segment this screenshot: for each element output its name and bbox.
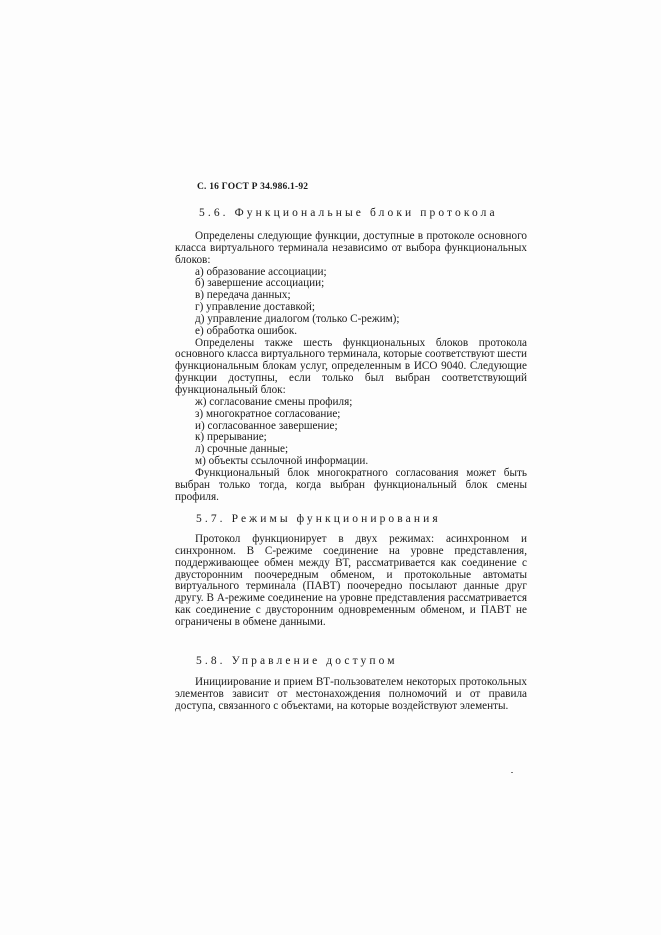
list-item-zh: ж) согласование смены профиля; [195,395,353,408]
list-item-e: е) обработка ошибок. [195,324,298,337]
list-item-z: з) многократное согласование; [195,407,341,420]
section-5-6-body [175,231,527,503]
list-item-i: и) согласованное завершение; [195,419,338,432]
list-item-a: а) образование ассоциации; [195,265,327,278]
list-item-v: в) передача данных; [195,289,291,302]
list-item-b: б) завершение ассоциации; [195,277,325,290]
scan-speck [511,772,513,773]
section-5-6-para-3: Функциональный блок многократного согласования может быть выбран только тогда, когда выбран функциональный блок смены профиля. [175,466,527,503]
list-item-d: д) управление диалогом (только С-режим); [195,312,400,325]
section-5-6-title: 5.6. Функциональные блоки протокола [199,207,498,219]
list-item-m: м) объекты ссылочной информации. [195,455,369,468]
section-5-8-para-1: Инициирование и прием ВТ-пользователем некоторых протокольных элементов зависит от местонахождения полномочий и от правила доступа, связанного с объектами, на которые воздействуют элементы. [175,676,527,712]
section-5-8-body [175,677,527,713]
section-5-6-para-1: Определены следующие функции, доступные в протоколе основного класса виртуального терминала независимо от выбора функциональных блоков: [175,230,527,266]
section-5-7-body [175,534,527,629]
list-item-g: г) управление доставкой; [195,301,316,314]
page-header: С. 16 ГОСТ Р 34.986.1-92 [197,182,309,192]
section-5-8-title: 5.8. Управление доступом [196,655,398,667]
list-item-k: к) прерывание; [195,431,267,444]
section-5-7-title: 5.7. Режимы функционирования [196,513,441,525]
list-item-l: л) срочные данные; [195,443,289,456]
section-5-6-para-2: Определены также шесть функциональных блоков протокола основного класса виртуального терминала, которые соответствуют шести функциональным блокам услуг, определенным в ИСО 9040. Следующие функции доступны, если только был выбран соответствующий функциональный блок: [175,336,527,396]
section-5-7-para-1: Протокол функционирует в двух режимах: асинхронном и синхронном. В С-режиме соединение на уровне представления, поддерживающее обмен между ВТ, рассматривается как соединение с двусторонним поочередным обменом, и протокольные автоматы виртуального терминала (ПАВТ) поочередно посылают данные друг другу. В А-режиме соединение на уровне представления рассматривается как соединение с двусторонним одновременным обменом, и ПАВТ не ограничены в обмене данными. [175,533,527,628]
